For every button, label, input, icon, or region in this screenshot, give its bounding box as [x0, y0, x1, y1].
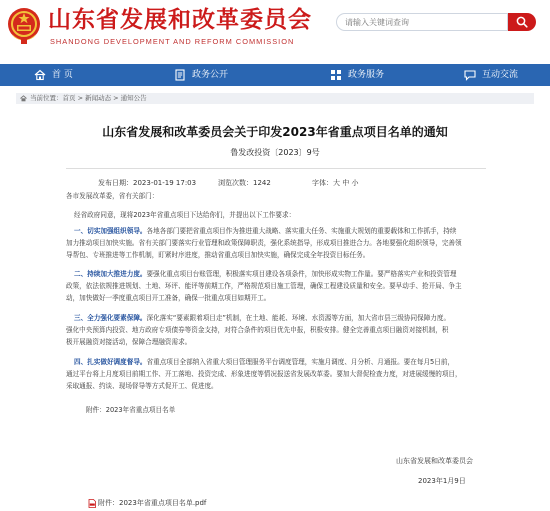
- site-header: [0, 0, 550, 58]
- nav-item-gov-affairs[interactable]: [174, 64, 244, 86]
- home-icon: [34, 69, 46, 81]
- search-icon: [516, 16, 528, 28]
- chat-icon: [464, 69, 476, 81]
- section-line: 政策，依法依规推进规划、土地、环评、能评等前期工作，严格规范项目施工管理，确保工程建设质量和安全。要早动手、抢开局、争主: [66, 282, 462, 290]
- section-line: 强化中央预算内投资、地方政府专项债券等资金支持，对符合条件的项目优先申报，积极安排。健全完善重点项目融资对接机制，积: [66, 326, 449, 334]
- publish-time: 发布日期：2023-01-19 17:03: [98, 179, 197, 187]
- section-line: 导帮包、专班推进等工作机制，盯紧时序进度，推动省重点项目加快实施，确保完成全年投资目标任务。: [66, 251, 370, 259]
- section-paragraph: 四、扎实做好调度督导。省重点项目全部纳入省重大项目管理服务平台调度管理，实施月调度、月分析、月通报。要在每月5日前，: [74, 358, 455, 366]
- main-nav: [0, 64, 550, 86]
- view-count: 浏览次数：1242: [218, 179, 271, 187]
- document-icon: [174, 69, 186, 81]
- addressee: 各市发展改革委，省有关部门：: [66, 192, 159, 200]
- article-title: 山东省发展和改革委员会关于印发2023年省重点项目名单的通知: [102, 125, 448, 139]
- nav-item-label: 政务公开: [192, 70, 229, 80]
- section-line: 采取通报、约谈、现场督导等方式促开工、促进度。: [66, 382, 218, 390]
- document-number: 鲁发改投资〔2023〕9号: [230, 148, 320, 157]
- attachment-note: 附件：2023年省重点项目名单: [86, 406, 176, 414]
- search-input[interactable]: [336, 13, 508, 31]
- attachment-file-name[interactable]: 附件：2023年省重点项目名单.pdf: [98, 499, 207, 507]
- section-heading: 一、切实加强组织领导。: [74, 227, 147, 235]
- national-emblem-icon: [6, 6, 42, 46]
- site-title: 山东省发展和改革委员会: [48, 7, 312, 33]
- section-line: 极开展融资对接活动，保障合理融资需求。: [66, 338, 192, 346]
- signature-date: 2023年1月9日: [418, 477, 466, 485]
- divider: [66, 168, 486, 169]
- section-line: 动，加快做好一季度重点项目开工准备，确保一批重点项目如期开工。: [66, 294, 271, 302]
- section-heading: 三、全力强化要素保障。: [74, 314, 147, 322]
- section-line: 加力推动项目加快实施。省有关部门要落实行业管理和政策保障职责，强化系统指导，形成项目推进合力。各地要强化组织领导，完善领: [66, 239, 462, 247]
- nav-item-interaction[interactable]: [464, 64, 534, 86]
- pdf-file-icon: [88, 499, 96, 508]
- location-icon: [20, 95, 27, 102]
- section-paragraph: 三、全力强化要素保障。深化落实“要素跟着项目走”机制，在土地、能耗、环境、水资源等方面，加大省市县三级协同保障力度。: [74, 314, 451, 322]
- service-icon: [330, 69, 342, 81]
- section-paragraph: 一、切实加强组织领导。各地各部门要把省重点项目作为推进重大战略、落实重大任务、实施重大规划的重要载体和工作抓手，持续: [74, 227, 457, 235]
- breadcrumb-text[interactable]: 当前位置：首页 > 新闻动态 > 通知公告: [30, 94, 147, 102]
- section-line: 通过平台将上月度项目前期工作、开工落地、投资完成、形象进度等情况报送省发展改革委。要加大督促检查力度，对进展缓慢的项目，: [66, 370, 462, 378]
- nav-item-home[interactable]: [34, 64, 94, 86]
- nav-item-label: 政务服务: [348, 70, 385, 80]
- breadcrumb: [16, 93, 534, 104]
- section-paragraph: 二、持续加大推进力度。要强化重点项目台账管理，积极落实项目建设各项条件，加快形成实物工作量。要严格落实产业和投资管理: [74, 270, 457, 278]
- nav-item-label: 互动交流: [482, 70, 519, 80]
- search-button[interactable]: [508, 13, 536, 31]
- section-heading: 四、扎实做好调度督导。: [74, 358, 147, 366]
- font-size-switcher[interactable]: 字体：大 中 小: [312, 179, 359, 187]
- intro-paragraph: 经省政府同意，现将2023年省重点项目下达给你们，并提出以下工作要求：: [74, 211, 296, 219]
- attachment-link[interactable]: [88, 498, 206, 508]
- signature-org: 山东省发展和改革委员会: [396, 457, 473, 465]
- site-subtitle: SHANDONG DEVELOPMENT AND REFORM COMMISSION: [50, 37, 295, 46]
- nav-item-gov-services[interactable]: [330, 64, 400, 86]
- section-heading: 二、持续加大推进力度。: [74, 270, 147, 278]
- nav-item-label: 首 页: [52, 70, 73, 80]
